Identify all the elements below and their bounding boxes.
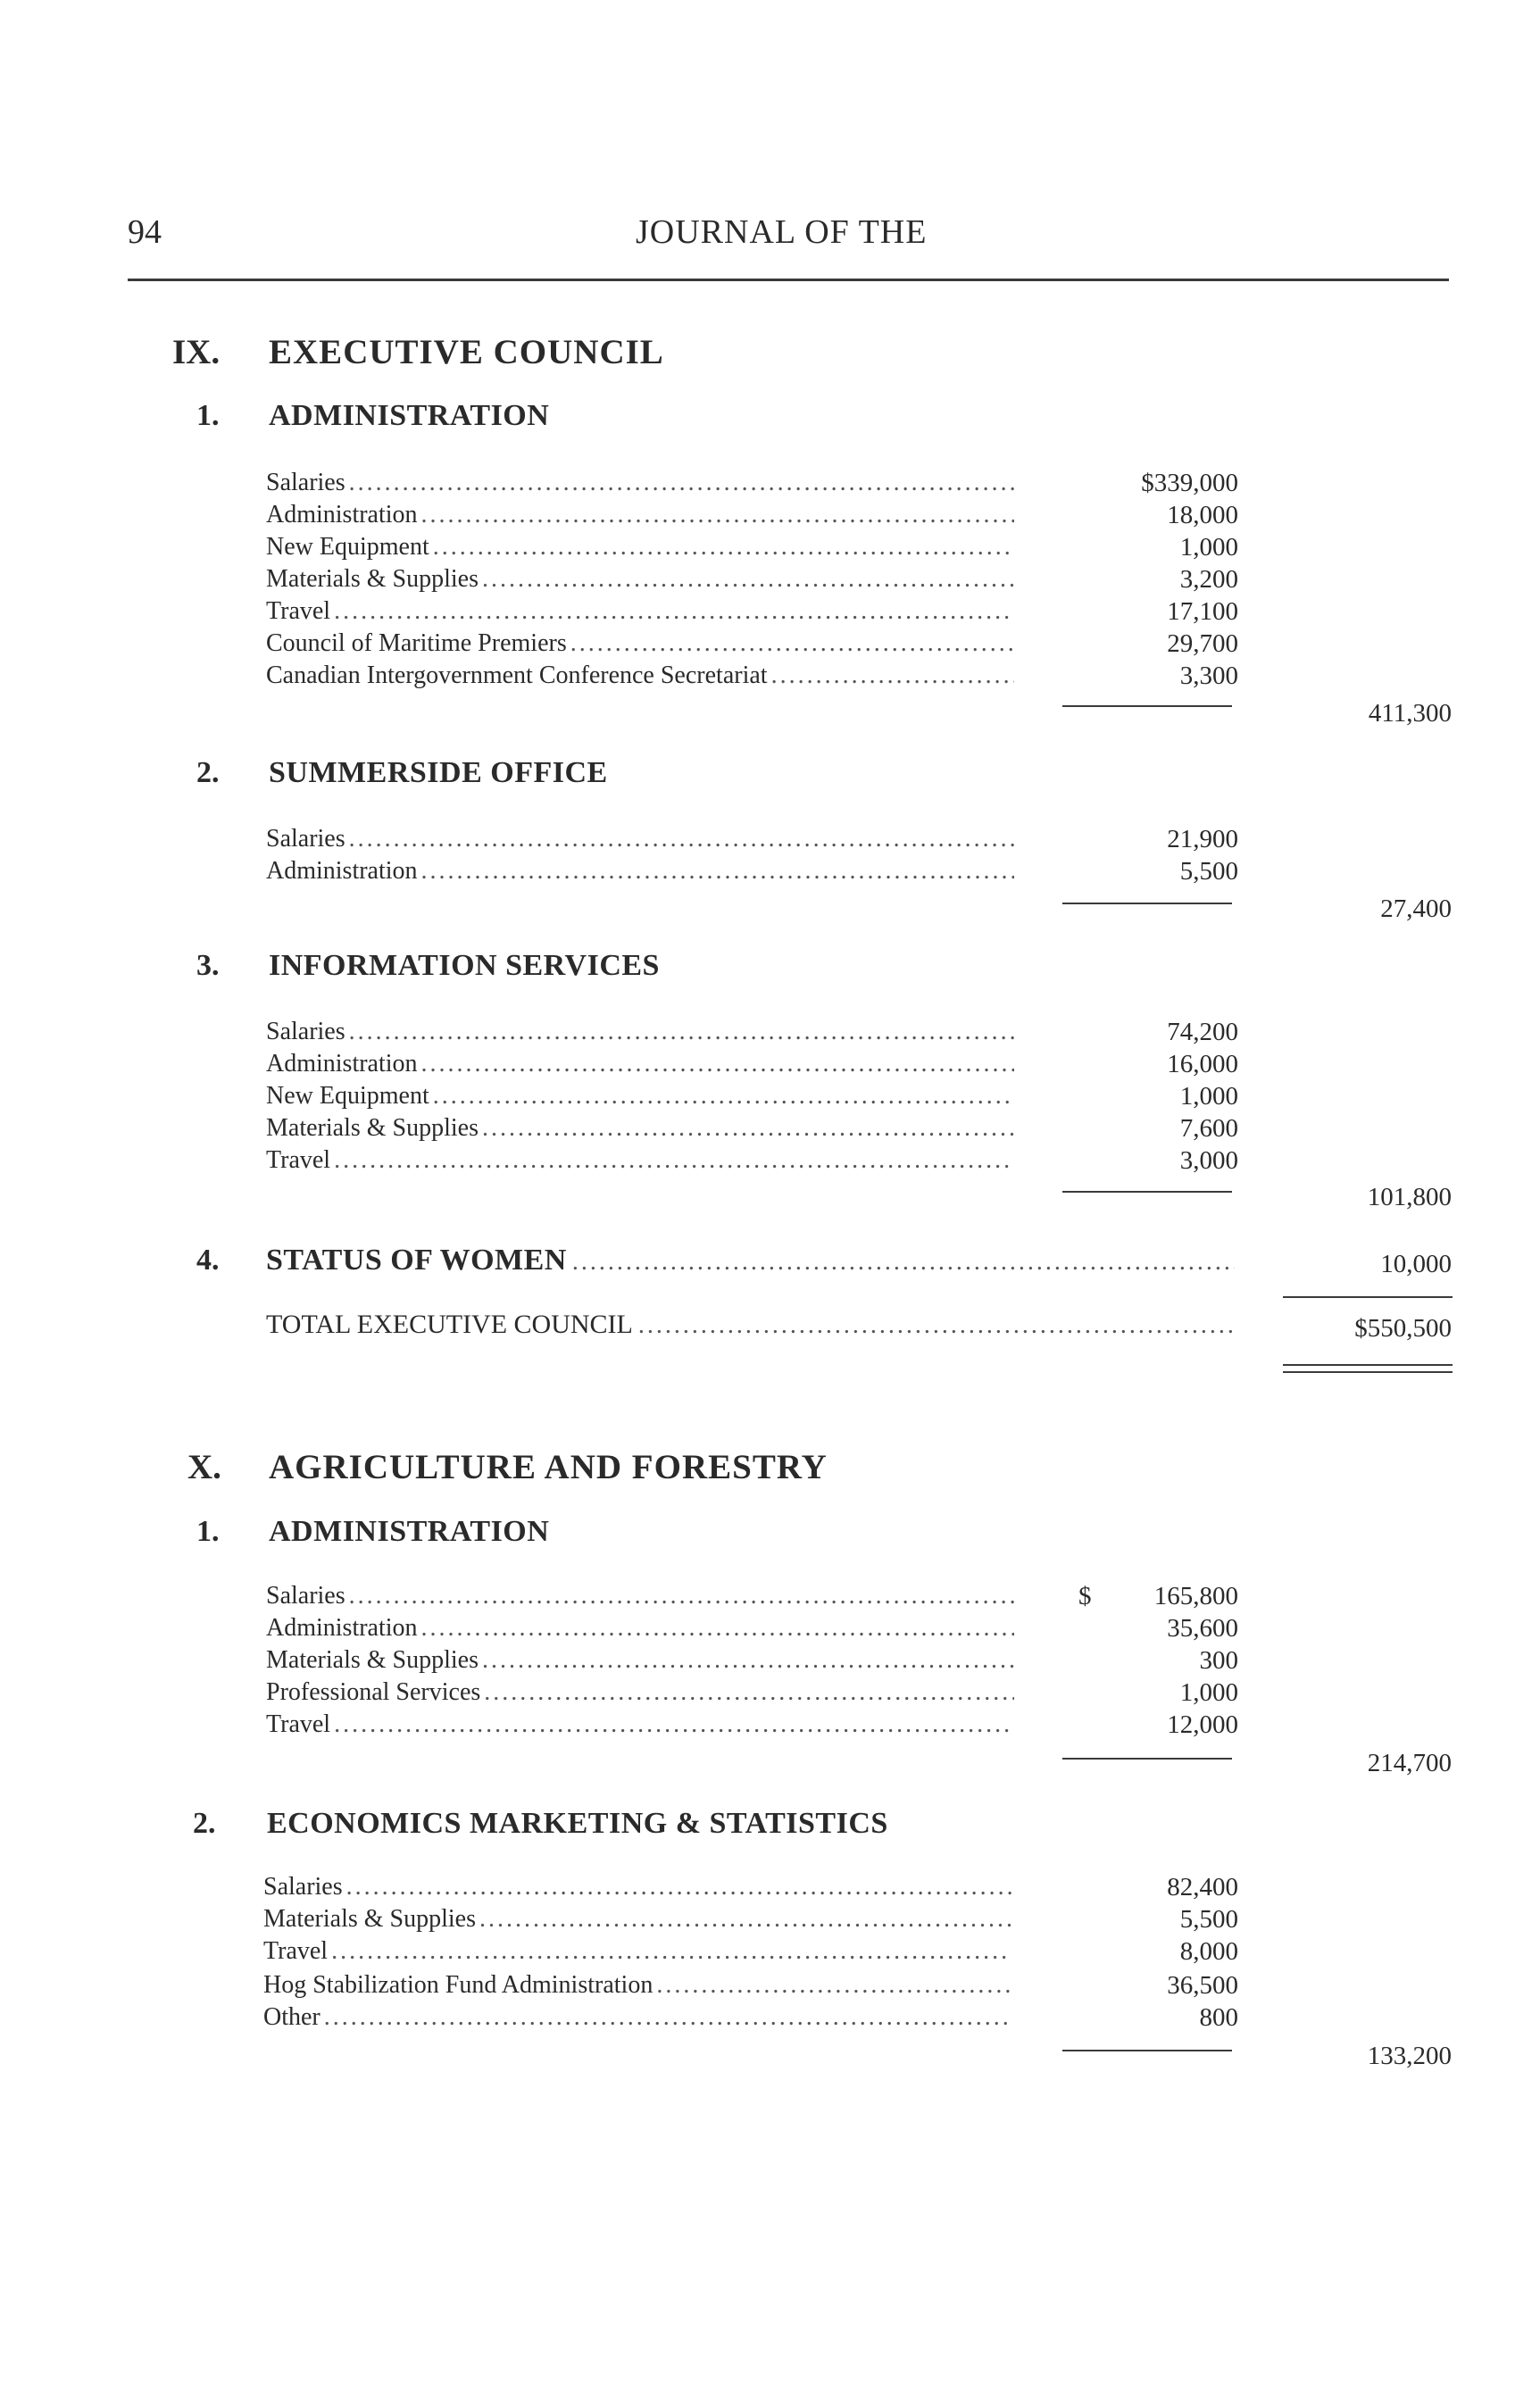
subsection-number: 4. [196, 1244, 220, 1277]
subsection-title: ECONOMICS MARKETING & STATISTICS [267, 1807, 888, 1840]
line-item-label: Salaries [263, 1873, 343, 1901]
currency-symbol: $ [1078, 1582, 1092, 1610]
dot-leader [334, 1146, 1014, 1175]
line-item-amount: 300 [1199, 1646, 1238, 1675]
dot-leader [421, 501, 1014, 529]
dot-leader [433, 533, 1014, 562]
line-item-label: Professional Services [266, 1678, 481, 1706]
line-item [266, 1082, 1014, 1114]
subtotal-amount: 27,400 [1380, 894, 1452, 923]
line-item [263, 1971, 1011, 2003]
line-item-amount: 36,500 [1167, 1971, 1238, 2000]
dot-leader [346, 1873, 1011, 1901]
line-item [266, 1646, 1014, 1678]
line-item [266, 1018, 1014, 1050]
total-label: TOTAL EXECUTIVE COUNCIL [266, 1310, 633, 1339]
line-item-amount: 800 [1199, 2003, 1238, 2032]
line-item-amount: 16,000 [1167, 1050, 1238, 1078]
line-item-amount: 29,700 [1167, 629, 1238, 658]
line-item-label: Hog Stabilization Fund Administration [263, 1971, 653, 1999]
line-item [266, 533, 1014, 565]
subsection-number: 2. [193, 1807, 216, 1840]
section-number: X. [187, 1448, 221, 1486]
line-item [266, 1050, 1014, 1082]
line-item-label: Travel [266, 597, 331, 625]
dot-leader [421, 1050, 1014, 1078]
running-title: JOURNAL OF THE [636, 213, 928, 251]
subsection-number: 1. [196, 399, 220, 432]
subtotal-amount: 10,000 [1380, 1250, 1452, 1278]
dot-leader [421, 857, 1014, 886]
line-item-amount: 1,000 [1179, 533, 1238, 562]
subsection-number: 3. [196, 949, 220, 982]
line-item [266, 501, 1014, 533]
subtotal-amount: 411,300 [1368, 699, 1452, 728]
line-item-label: Travel [266, 1146, 331, 1174]
subsection-title: STATUS OF WOMEN [266, 1244, 567, 1277]
subsection-title: ADMINISTRATION [269, 1515, 550, 1548]
line-item-label: Canadian Intergovernment Conference Secretariat [266, 661, 768, 689]
line-item-label: Salaries [266, 825, 345, 853]
dot-leader [482, 1646, 1014, 1675]
subsection-number: 1. [196, 1515, 220, 1548]
line-item-amount: 3,300 [1179, 661, 1238, 690]
line-item-amount: 82,400 [1167, 1873, 1238, 1901]
dot-leader [570, 629, 1014, 658]
line-item-label: Other [263, 2003, 320, 2031]
line-item-label: Administration [266, 857, 418, 885]
dot-leader [482, 565, 1014, 594]
line-item-label: Salaries [266, 1018, 345, 1045]
dot-leader [349, 1018, 1014, 1046]
line-item-amount: 1,000 [1179, 1082, 1238, 1111]
total-row [266, 1310, 1235, 1340]
line-item [263, 1873, 1011, 1905]
page-number: 94 [128, 213, 162, 251]
line-item-label: Administration [266, 501, 418, 528]
dot-leader [433, 1082, 1014, 1111]
line-item-amount: $339,000 [1141, 469, 1238, 497]
dot-leader [349, 825, 1014, 853]
double-rule-bottom [1283, 1371, 1453, 1373]
line-item [266, 1114, 1014, 1146]
subsection-number: 2. [196, 756, 220, 789]
line-item-label: Materials & Supplies [266, 1646, 479, 1674]
line-item [266, 565, 1014, 597]
dot-leader [349, 1582, 1014, 1610]
dot-leader [656, 1971, 1011, 2000]
line-item-amount: 17,100 [1167, 597, 1238, 626]
line-item-amount: 7,600 [1179, 1114, 1238, 1143]
subtotal-amount: 133,200 [1367, 2042, 1452, 2070]
line-item-label: Salaries [266, 1582, 345, 1610]
line-item-amount: 21,900 [1167, 825, 1238, 853]
subtotal-rule [1062, 705, 1232, 707]
line-item-amount: 165,800 [1153, 1582, 1238, 1610]
subsection-title: SUMMERSIDE OFFICE [269, 756, 608, 789]
section-number: IX. [172, 333, 221, 371]
dot-leader [479, 1905, 1011, 1934]
line-item-amount: 1,000 [1179, 1678, 1238, 1707]
line-item-label: Materials & Supplies [263, 1905, 476, 1933]
line-item-label: New Equipment [266, 533, 429, 561]
line-item [266, 629, 1014, 661]
status-of-women-row [266, 1244, 1235, 1277]
line-item [263, 1905, 1011, 1937]
line-item-amount: 3,000 [1179, 1146, 1238, 1175]
line-item-label: Administration [266, 1050, 418, 1078]
dot-leader [484, 1678, 1014, 1707]
line-item [266, 1678, 1014, 1710]
dot-leader [638, 1311, 1235, 1340]
dot-leader [331, 1937, 1011, 1966]
dot-leader [572, 1248, 1235, 1277]
line-item-label: Administration [266, 1614, 418, 1642]
line-item-amount: 18,000 [1167, 501, 1238, 529]
dot-leader [324, 2003, 1011, 2032]
line-item-label: Materials & Supplies [266, 565, 479, 593]
line-item [263, 1937, 1011, 1969]
line-item [263, 2003, 1011, 2035]
subtotal-rule [1062, 1191, 1232, 1193]
line-item-amount: 8,000 [1179, 1937, 1238, 1966]
line-item [266, 1710, 1014, 1743]
line-item [266, 825, 1014, 857]
subtotal-rule [1062, 1758, 1232, 1760]
line-item-amount: 3,200 [1179, 565, 1238, 594]
line-item-label: Travel [266, 1710, 331, 1738]
line-item [266, 1146, 1014, 1178]
line-item-label: Council of Maritime Premiers [266, 629, 567, 657]
line-item-label: Salaries [266, 469, 345, 496]
section-title: AGRICULTURE AND FORESTRY [269, 1448, 828, 1486]
line-item-amount: 5,500 [1179, 857, 1238, 886]
line-item-amount: 12,000 [1167, 1710, 1238, 1739]
section-title: EXECUTIVE COUNCIL [269, 333, 664, 371]
header-rule [128, 279, 1449, 281]
line-item-label: New Equipment [266, 1082, 429, 1110]
double-rule-top [1283, 1364, 1453, 1366]
dot-leader [771, 661, 1014, 690]
line-item [266, 1614, 1014, 1646]
total-rule [1283, 1296, 1453, 1298]
line-item-label: Travel [263, 1937, 329, 1965]
dot-leader [421, 1614, 1014, 1643]
line-item-label: Materials & Supplies [266, 1114, 479, 1142]
dot-leader [349, 469, 1014, 497]
line-item-amount: 74,200 [1167, 1018, 1238, 1046]
line-item [266, 1582, 1014, 1614]
line-item-amount: 5,500 [1179, 1905, 1238, 1934]
subtotal-rule [1062, 2050, 1232, 2051]
subtotal-amount: 214,700 [1367, 1749, 1452, 1777]
total-amount: $550,500 [1354, 1314, 1452, 1343]
dot-leader [334, 597, 1014, 626]
subtotal-amount: 101,800 [1367, 1183, 1452, 1211]
subsection-title: INFORMATION SERVICES [269, 949, 660, 982]
line-item [266, 469, 1014, 501]
dot-leader [334, 1710, 1014, 1739]
line-item [266, 597, 1014, 629]
dot-leader [482, 1114, 1014, 1143]
subsection-title: ADMINISTRATION [269, 399, 550, 432]
line-item-amount: 35,600 [1167, 1614, 1238, 1643]
line-item [266, 661, 1014, 694]
subtotal-rule [1062, 903, 1232, 904]
line-item [266, 857, 1014, 889]
